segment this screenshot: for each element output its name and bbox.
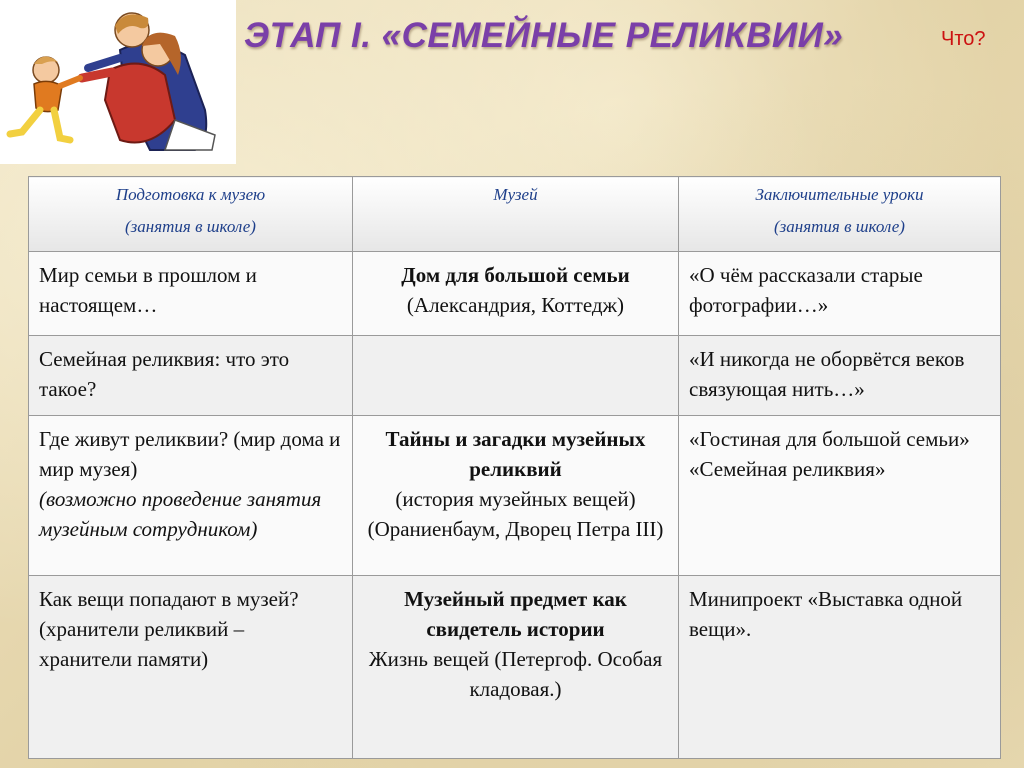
cell-preparation: [29, 416, 353, 576]
table-row: [29, 252, 1001, 336]
cell-preparation: [29, 576, 353, 759]
table-row: [29, 576, 1001, 759]
museum-title: Тайны и загадки музейных реликвий: [385, 427, 646, 481]
museum-text: (Александрия, Коттедж): [406, 293, 625, 317]
museum-title: Музейный предмет как свидетель истории: [404, 587, 627, 641]
question-label: Что?: [941, 28, 986, 50]
prep-note: (возможно проведение занятия музейным сотрудником): [39, 487, 322, 541]
cell-preparation: [29, 252, 353, 336]
cell-final: [679, 416, 1001, 576]
table-header-row: [29, 177, 1001, 252]
prep-text: Мир семьи в прошлом и настоящем…: [39, 263, 257, 317]
table-row: [29, 336, 1001, 416]
cell-museum: [353, 416, 679, 576]
cell-preparation: [29, 336, 353, 416]
cell-final: [679, 336, 1001, 416]
slide-title: ЭТАП I. «СЕМЕЙНЫЕ РЕЛИКВИИ»: [244, 16, 844, 55]
prep-text: Семейная реликвия: что это такое?: [39, 347, 290, 401]
prep-text: Где живут реликвии? (мир дома и мир музея): [39, 427, 341, 481]
header-museum: [353, 177, 679, 252]
final-text-2: «Семейная реликвия»: [689, 457, 886, 481]
cell-museum-empty: [353, 336, 679, 416]
cell-museum: [353, 576, 679, 759]
lesson-plan-table: [28, 176, 1001, 759]
header-preparation-title: Подготовка к музею: [115, 185, 266, 204]
final-text: Минипроект «Выставка одной вещи».: [689, 587, 963, 641]
header-preparation-subtitle: (занятия в школе): [125, 217, 256, 236]
header-final-lessons: [679, 177, 1001, 252]
museum-text: (история музейных вещей) (Ораниенбаум, Дворец Петра III): [367, 487, 664, 541]
museum-text: Жизнь вещей (Петергоф. Особая кладовая.): [368, 647, 663, 701]
family-clipart: [0, 0, 236, 164]
header-final-title: Заключительные уроки: [755, 185, 924, 204]
prep-text: Как вещи попадают в музей? (хранители реликвий – хранители памяти): [39, 587, 299, 671]
museum-title: Дом для большой семьи: [401, 263, 630, 287]
final-text: «И никогда не оборвётся веков связующая нить…»: [689, 347, 965, 401]
cell-museum: [353, 252, 679, 336]
cell-final: [679, 252, 1001, 336]
header-museum-title: Музей: [493, 185, 538, 204]
table-row: [29, 416, 1001, 576]
header-final-subtitle: (занятия в школе): [774, 217, 905, 236]
final-text: «Гостиная для большой семьи»: [689, 427, 970, 451]
header-preparation: [29, 177, 353, 252]
family-illustration-icon: [0, 0, 236, 164]
final-text: «О чём рассказали старые фотографии…»: [689, 263, 923, 317]
cell-final: [679, 576, 1001, 759]
